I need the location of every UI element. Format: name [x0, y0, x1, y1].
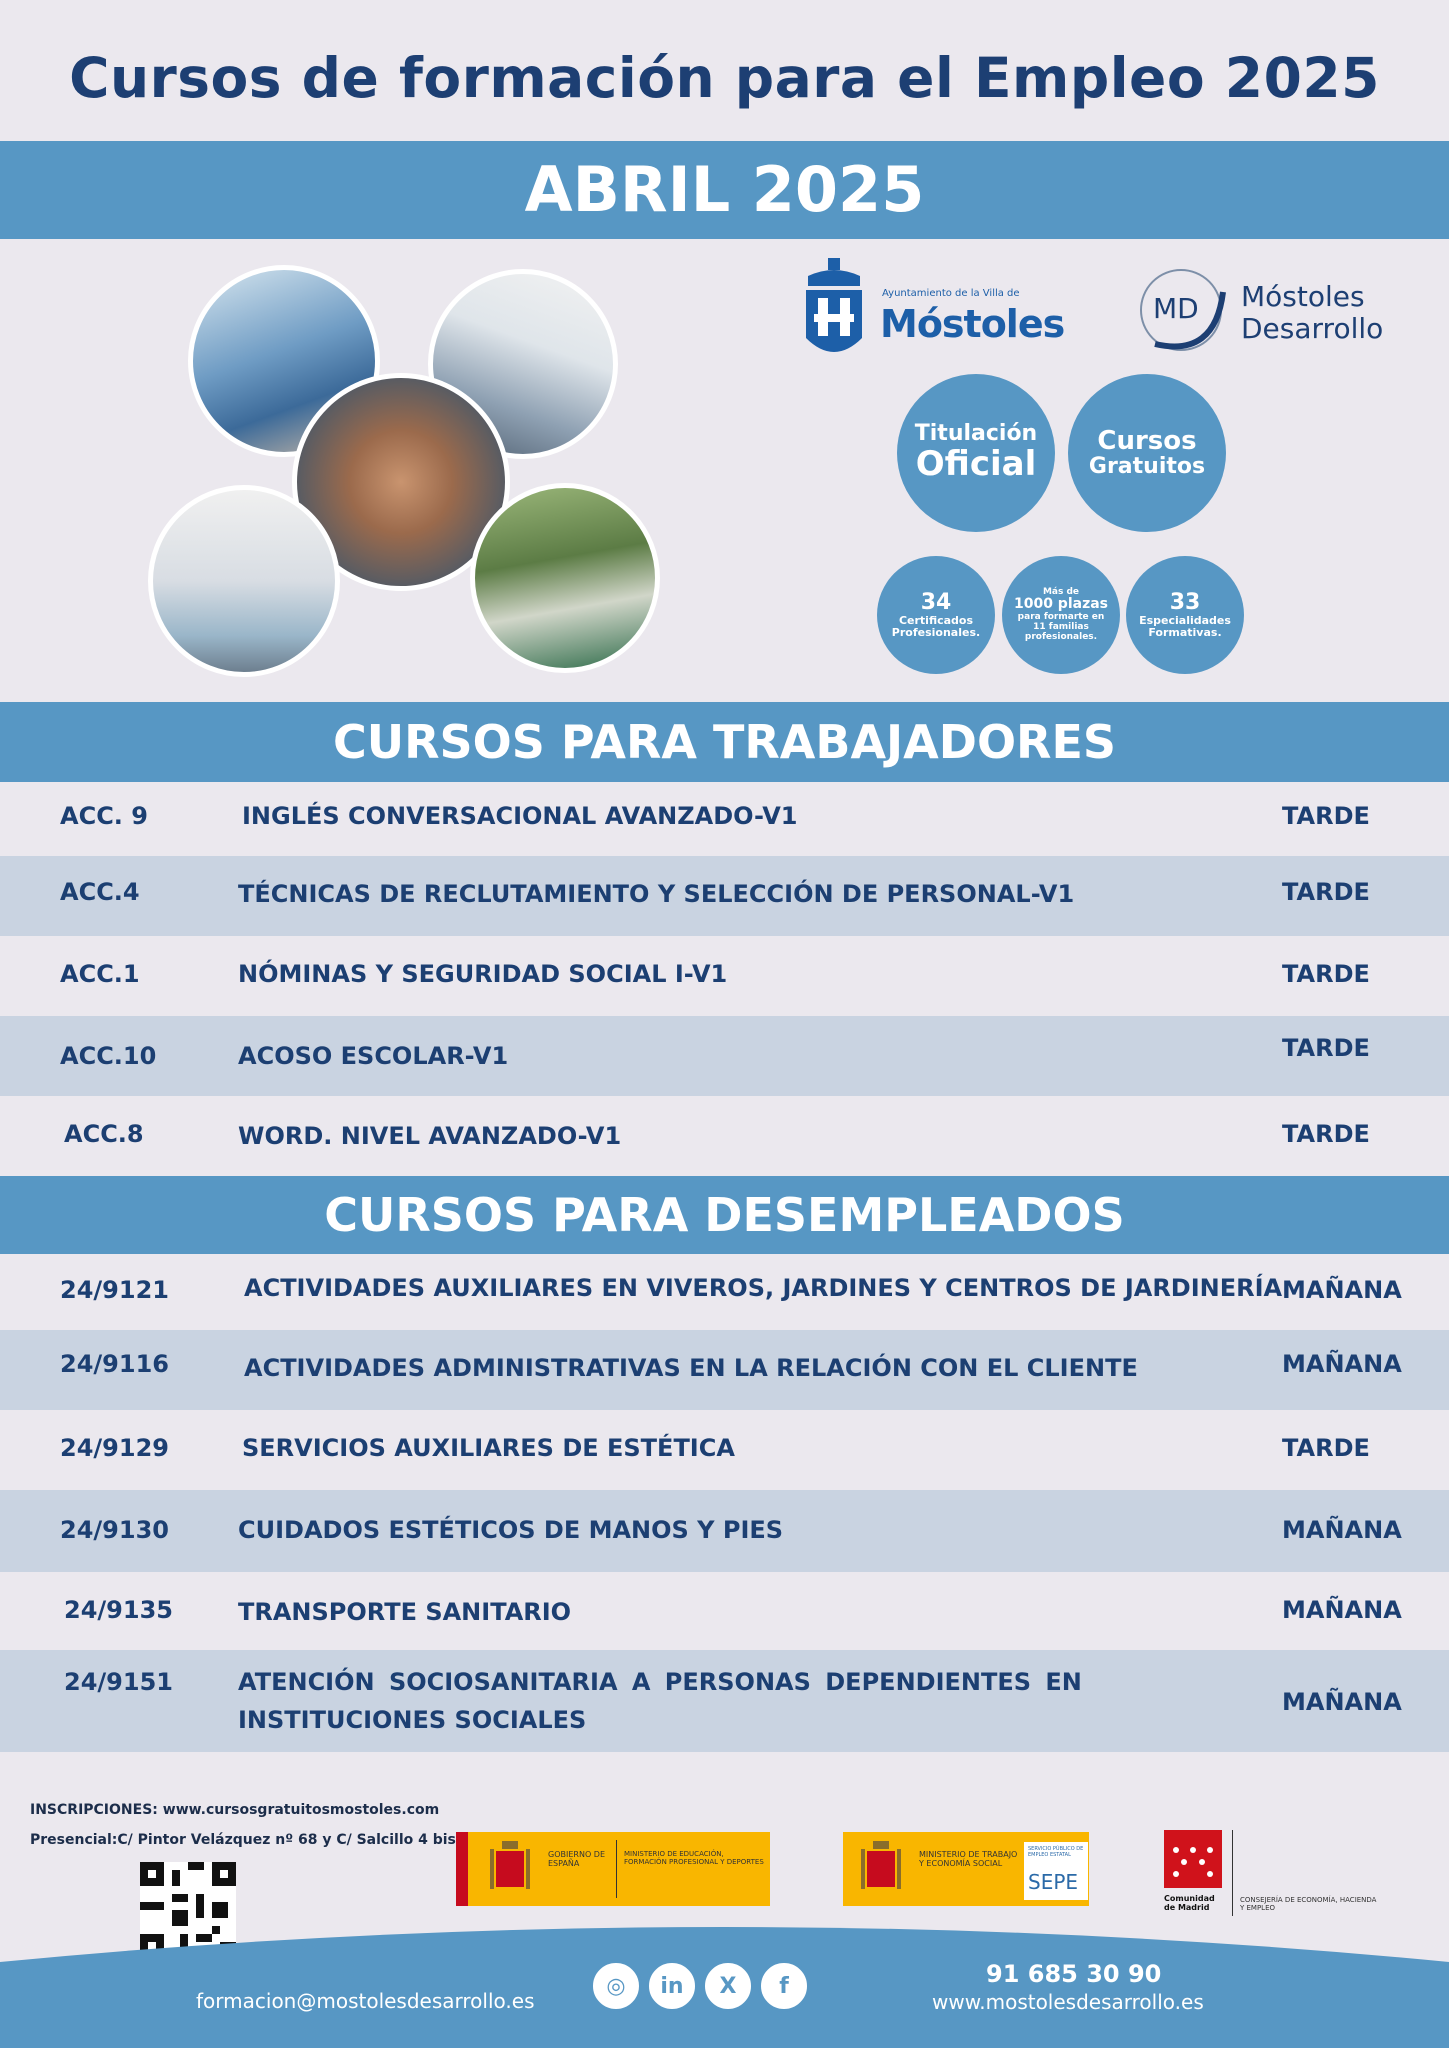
badge-esp-line2: Formativas.: [1148, 626, 1222, 640]
badge-plazas: [1002, 556, 1120, 674]
course-code: 24/9151: [64, 1668, 173, 1696]
course-shift: MAÑANA: [1282, 1596, 1402, 1624]
spain-coat-of-arms-icon: [859, 1841, 903, 1897]
inscripciones-text: INSCRIPCIONES: www.cursosgratuitosmostoles.com: [30, 1802, 440, 1818]
comunidad-madrid-logo: [1160, 1826, 1380, 1922]
gov2-text: MINISTERIO DE TRABAJO Y ECONOMÍA SOCIAL: [919, 1850, 1018, 1868]
course-shift: TARDE: [1282, 1034, 1370, 1062]
course-name: ACTIVIDADES ADMINISTRATIVAS EN LA RELACIÓN CON EL CLIENTE: [244, 1354, 1138, 1382]
desempleados-row: [0, 1490, 1449, 1572]
gov-flag-stripe: [456, 1832, 468, 1906]
badge-plazas-line1: Más de: [1042, 586, 1080, 597]
x-icon[interactable]: X: [702, 1960, 754, 2012]
md-name-line2: Desarrollo: [1241, 312, 1384, 345]
mostoles-logo-small-text: Ayuntamiento de la Villa de: [882, 288, 1020, 299]
gobierno-espana-educacion-logo: [456, 1832, 770, 1906]
desempleados-row: [0, 1254, 1449, 1330]
badge-especialidades: [1126, 556, 1244, 674]
course-code: 24/9130: [60, 1516, 169, 1544]
trabajadores-row: [0, 782, 1449, 856]
photo-gardener: [470, 483, 660, 673]
course-code: 24/9129: [60, 1434, 169, 1462]
desempleados-row: [0, 1572, 1449, 1650]
spain-coat-of-arms-icon: [488, 1841, 532, 1897]
course-name: WORD. NIVEL AVANZADO-V1: [238, 1122, 622, 1150]
desempleados-heading: CURSOS PARA DESEMPLEADOS: [0, 1176, 1449, 1254]
course-shift: MAÑANA: [1282, 1276, 1402, 1304]
desempleados-row: [0, 1650, 1449, 1752]
md-name-line1: Móstoles: [1241, 280, 1365, 313]
trabajadores-row: [0, 1016, 1449, 1096]
badge-esp-number: 33: [1169, 589, 1201, 615]
course-name: TRANSPORTE SANITARIO: [238, 1598, 572, 1626]
course-code: 24/9121: [60, 1276, 169, 1304]
month-banner: ABRIL 2025: [0, 141, 1449, 239]
linkedin-icon[interactable]: in: [646, 1960, 698, 2012]
badge-plazas-line4: 11 familias: [1033, 621, 1089, 632]
madrid-consejeria: CONSEJERÍA DE ECONOMÍA, HACIENDA Y EMPLEO: [1240, 1896, 1377, 1912]
madrid-flag: [1164, 1830, 1222, 1888]
badge-plazas-line3: para formarte en: [1017, 611, 1105, 622]
trabajadores-row: [0, 856, 1449, 936]
course-code: ACC.8: [64, 1120, 144, 1148]
sepe-small-text: SERVICIO PÚBLICO DE EMPLEO ESTATAL: [1028, 1846, 1084, 1858]
badge-plazas-line2: 1000 plazas: [1013, 596, 1109, 613]
page-title: Cursos de formación para el Empleo 2025: [69, 46, 1380, 110]
course-name: TÉCNICAS DE RECLUTAMIENTO Y SELECCIÓN DE PERSONAL-V1: [238, 880, 1075, 908]
course-shift: TARDE: [1282, 878, 1370, 906]
badge-plazas-line5: profesionales.: [1024, 631, 1098, 642]
gov1-text-a: GOBIERNO DE ESPAÑA: [548, 1850, 605, 1868]
photo-collage: [0, 255, 720, 695]
badge-cert-number: 34: [920, 589, 952, 615]
badge-cursos-line2: Gratuitos: [1088, 454, 1206, 480]
md-initials: MD: [1153, 292, 1199, 325]
madrid-name: Comunidad de Madrid: [1164, 1894, 1215, 1912]
course-code: 24/9116: [60, 1350, 169, 1378]
badge-titulacion-oficial: [897, 374, 1055, 532]
badge-cert-line1: Certificados: [898, 614, 974, 627]
course-code: ACC.1: [60, 960, 140, 988]
course-shift: TARDE: [1282, 1434, 1370, 1462]
footer-phone[interactable]: 91 685 30 90: [986, 1960, 1162, 1988]
course-shift: MAÑANA: [1282, 1350, 1402, 1378]
desempleados-row: [0, 1330, 1449, 1410]
course-name: SERVICIOS AUXILIARES DE ESTÉTICA: [242, 1434, 735, 1462]
badge-cert-line2: Profesionales.: [891, 626, 981, 640]
course-name: CUIDADOS ESTÉTICOS DE MANOS Y PIES: [238, 1516, 784, 1544]
gov-divider: [616, 1840, 617, 1898]
madrid-stars-icon: [1164, 1830, 1222, 1888]
course-shift: MAÑANA: [1282, 1688, 1402, 1716]
mostoles-desarrollo-logo: [1135, 262, 1395, 362]
mostoles-crest-icon: [802, 258, 866, 368]
course-name: ACOSO ESCOLAR-V1: [238, 1042, 509, 1070]
footer-email[interactable]: formacion@mostolesdesarrollo.es: [196, 1989, 535, 2013]
course-shift: MAÑANA: [1282, 1516, 1402, 1544]
madrid-divider: [1232, 1830, 1233, 1916]
footer-web[interactable]: www.mostolesdesarrollo.es: [932, 1990, 1204, 2014]
sepe-logo: [1024, 1842, 1088, 1900]
course-name: INGLÉS CONVERSACIONAL AVANZADO-V1: [242, 802, 798, 830]
course-name: ACTIVIDADES AUXILIARES EN VIVEROS, JARDINES Y CENTROS DE JARDINERÍA: [244, 1274, 1283, 1302]
facebook-icon[interactable]: f: [758, 1960, 810, 2012]
mostoles-logo: [802, 258, 1065, 368]
desempleados-row: [0, 1410, 1449, 1490]
course-shift: TARDE: [1282, 802, 1370, 830]
course-name-line2: INSTITUCIONES SOCIALES: [238, 1706, 587, 1734]
badge-cursos-gratuitos: [1068, 374, 1226, 532]
badge-titulacion-line2: Oficial: [915, 444, 1037, 485]
mostoles-logo-name: Móstoles: [880, 302, 1065, 346]
trabajadores-row: [0, 936, 1449, 1016]
badge-titulacion-line1: Titulación: [914, 421, 1038, 447]
instagram-icon[interactable]: ◎: [590, 1960, 642, 2012]
photo-cleaning: [148, 485, 340, 677]
course-code: 24/9135: [64, 1596, 173, 1624]
course-code: ACC.4: [60, 878, 140, 906]
badge-cursos-line1: Cursos: [1097, 425, 1197, 456]
gov1-text-b: MINISTERIO DE EDUCACIÓN, FORMACIÓN PROFESIONAL Y DEPORTES: [624, 1850, 764, 1866]
course-code: ACC. 9: [60, 802, 148, 830]
course-name: ATENCIÓN SOCIOSANITARIA A PERSONAS DEPENDIENTES EN: [238, 1668, 1082, 1696]
sepe-text: SEPE: [1028, 1870, 1079, 1894]
course-name: NÓMINAS Y SEGURIDAD SOCIAL I-V1: [238, 960, 728, 988]
course-shift: TARDE: [1282, 1120, 1370, 1148]
presencial-text: Presencial:C/ Pintor Velázquez nº 68 y C/ Salcillo 4 bis: [30, 1832, 456, 1848]
badge-certificados: [877, 556, 995, 674]
trabajadores-heading: CURSOS PARA TRABAJADORES: [0, 702, 1449, 782]
badge-esp-line1: Especialidades: [1139, 614, 1231, 627]
trabajadores-row: [0, 1096, 1449, 1176]
course-shift: TARDE: [1282, 960, 1370, 988]
course-code: ACC.10: [60, 1042, 157, 1070]
